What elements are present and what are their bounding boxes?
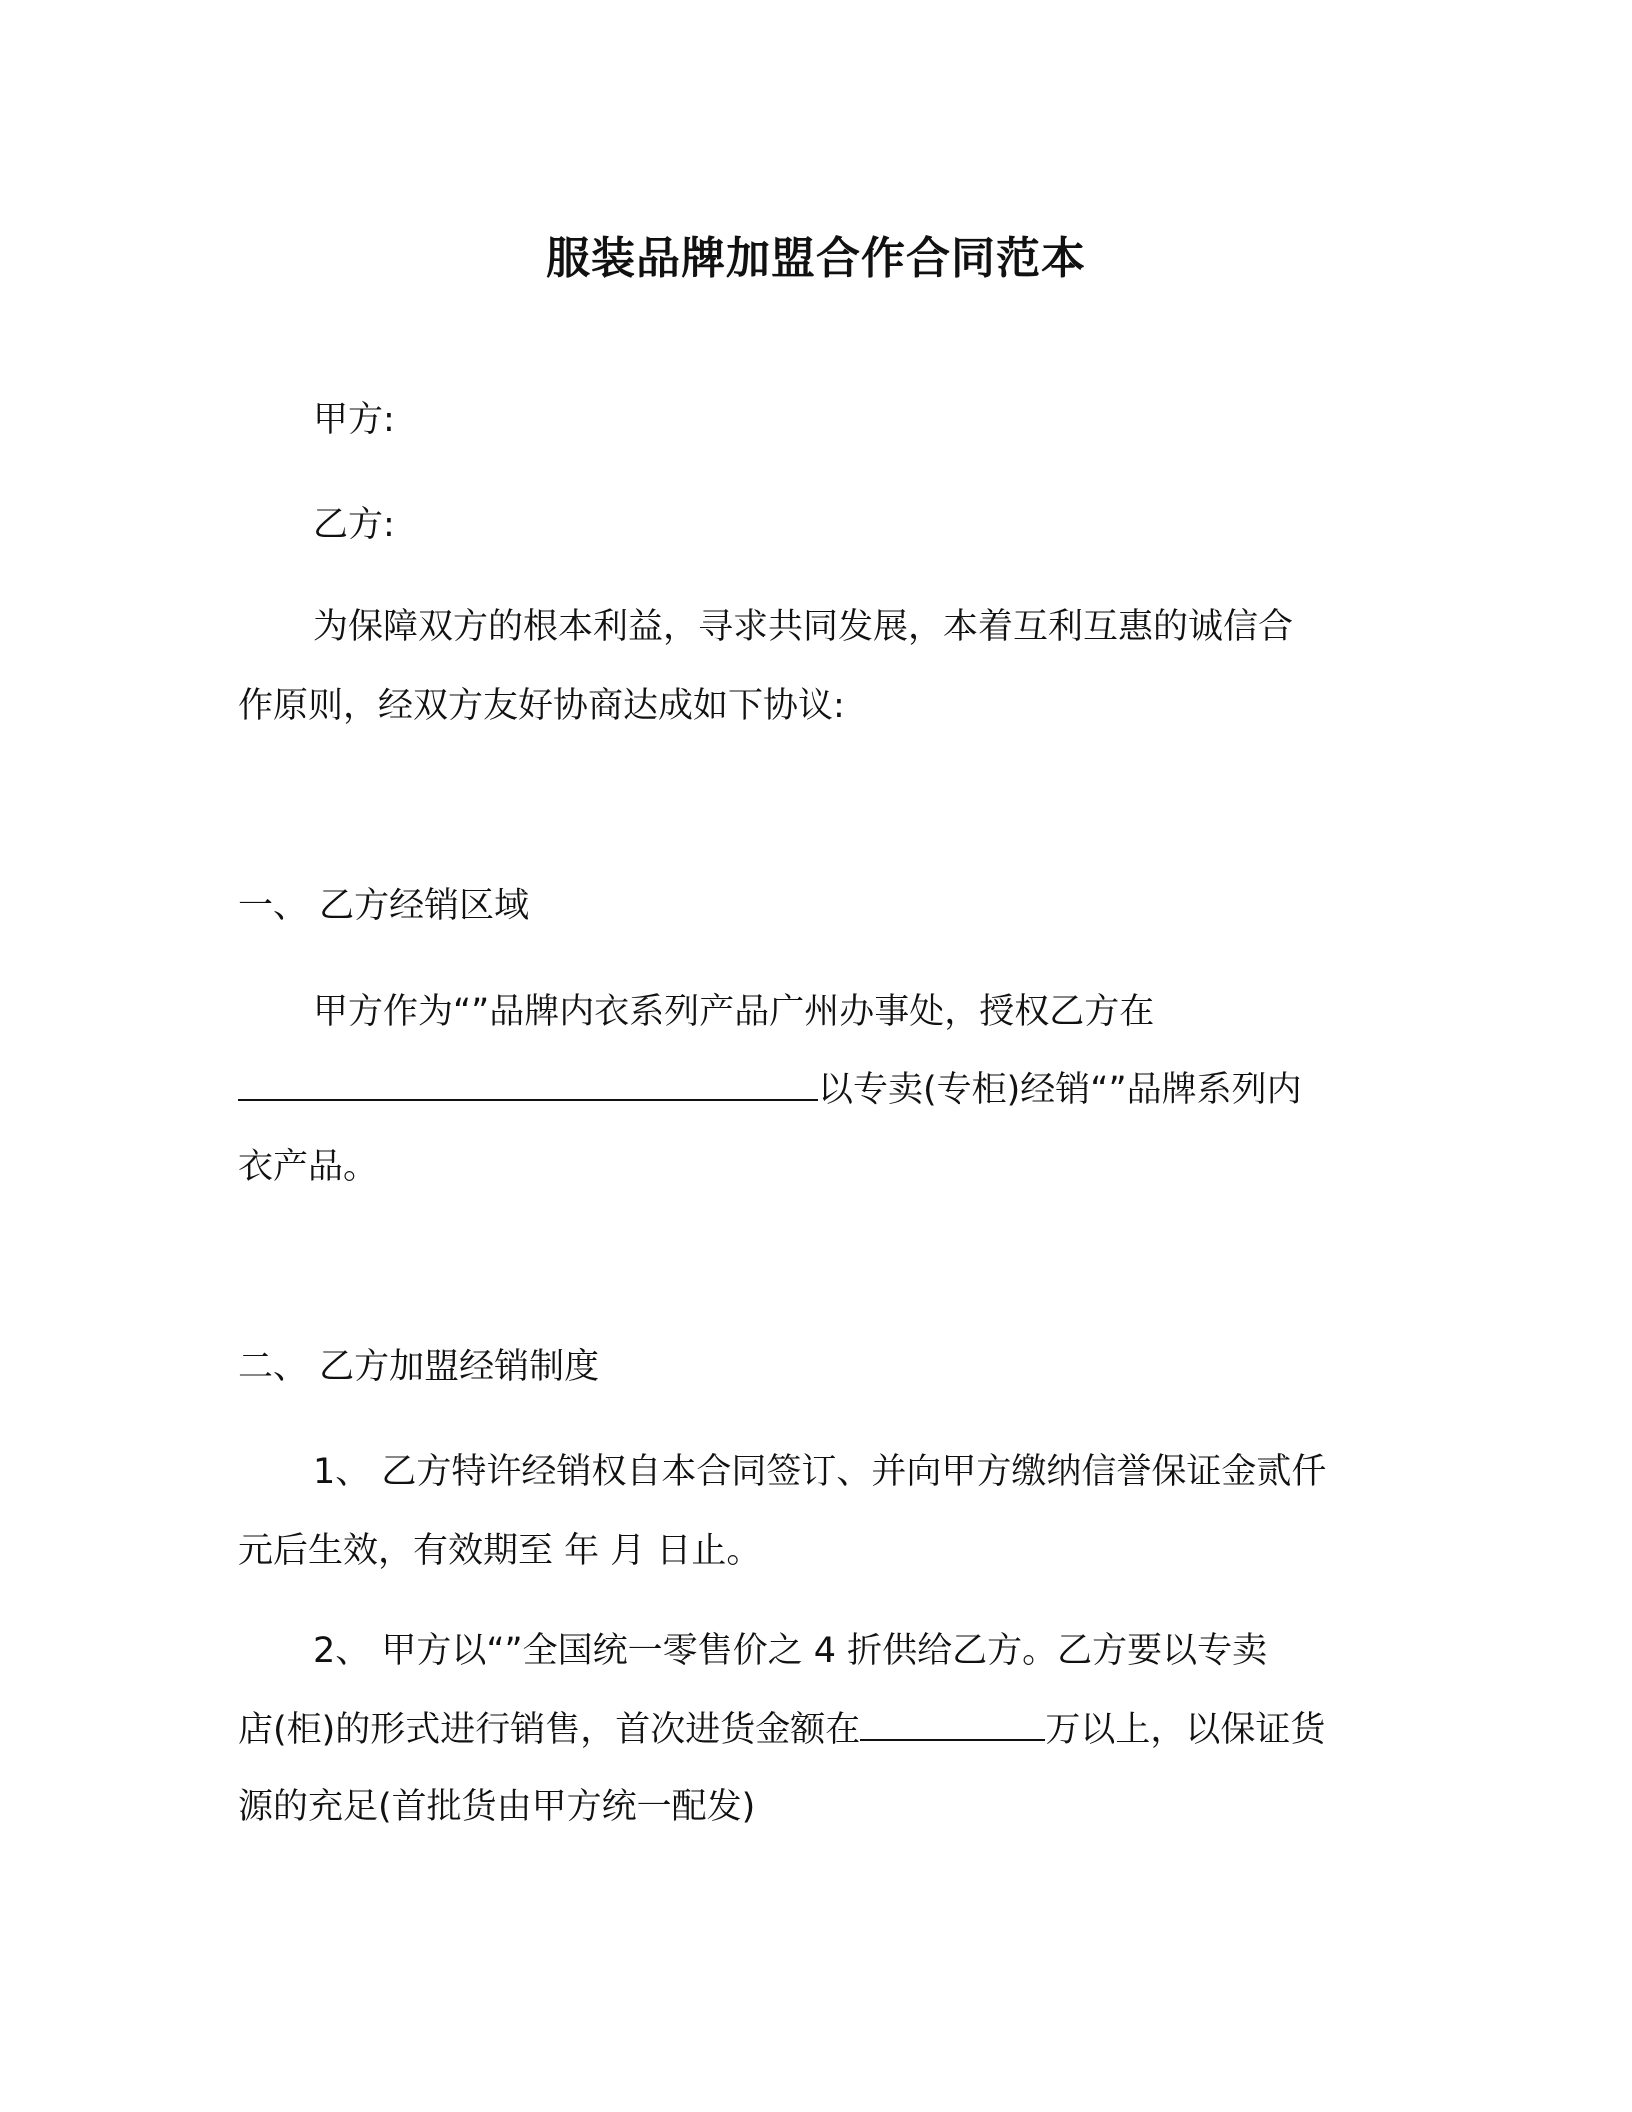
section-2-heading: 二、 乙方加盟经销制度	[238, 1347, 600, 1387]
section-1-paragraph-line-2	[238, 1065, 1302, 1114]
section-1-paragraph-line-1: 甲方作为“”品牌内衣系列产品广州办事处，授权乙方在	[313, 992, 1155, 1032]
fill-in-blank-amount[interactable]	[860, 1705, 1045, 1741]
section-2-item-2-line-1: 2、 甲方以“”全国统一零售价之 4 折供给乙方。乙方要以专卖	[313, 1631, 1268, 1671]
document-title: 服装品牌加盟合作合同范本	[546, 233, 1086, 284]
party-b-label: 乙方:	[313, 505, 395, 545]
party-a-label: 甲方:	[313, 400, 395, 440]
section-2-item-1-line-2: 元后生效，有效期至 年 月 日止。	[238, 1531, 762, 1571]
section-2-item-1-line-1: 1、 乙方特许经销权自本合同签订、并向甲方缴纳信誉保证金贰仟	[313, 1452, 1327, 1492]
section-1-paragraph-line-3: 衣产品。	[238, 1147, 379, 1187]
section-2-item-2-line-2-text-a: 店(柜)的形式进行销售，首次进货金额在	[238, 1710, 861, 1750]
intro-line-2: 作原则，经双方友好协商达成如下协议:	[238, 686, 845, 726]
section-2-item-2-line-2	[238, 1705, 1325, 1754]
section-1-heading: 一、 乙方经销区域	[238, 886, 530, 926]
section-2-item-2-line-2-text-b: 万以上，以保证货	[1045, 1710, 1326, 1750]
section-1-line-2-text: 以专卖(专柜)经销“”品牌系列内	[818, 1070, 1302, 1110]
intro-line-1: 为保障双方的根本利益，寻求共同发展，本着互利互惠的诚信合	[313, 607, 1294, 647]
fill-in-blank-region[interactable]	[238, 1065, 818, 1101]
section-2-item-2-line-3: 源的充足(首批货由甲方统一配发)	[238, 1787, 756, 1827]
